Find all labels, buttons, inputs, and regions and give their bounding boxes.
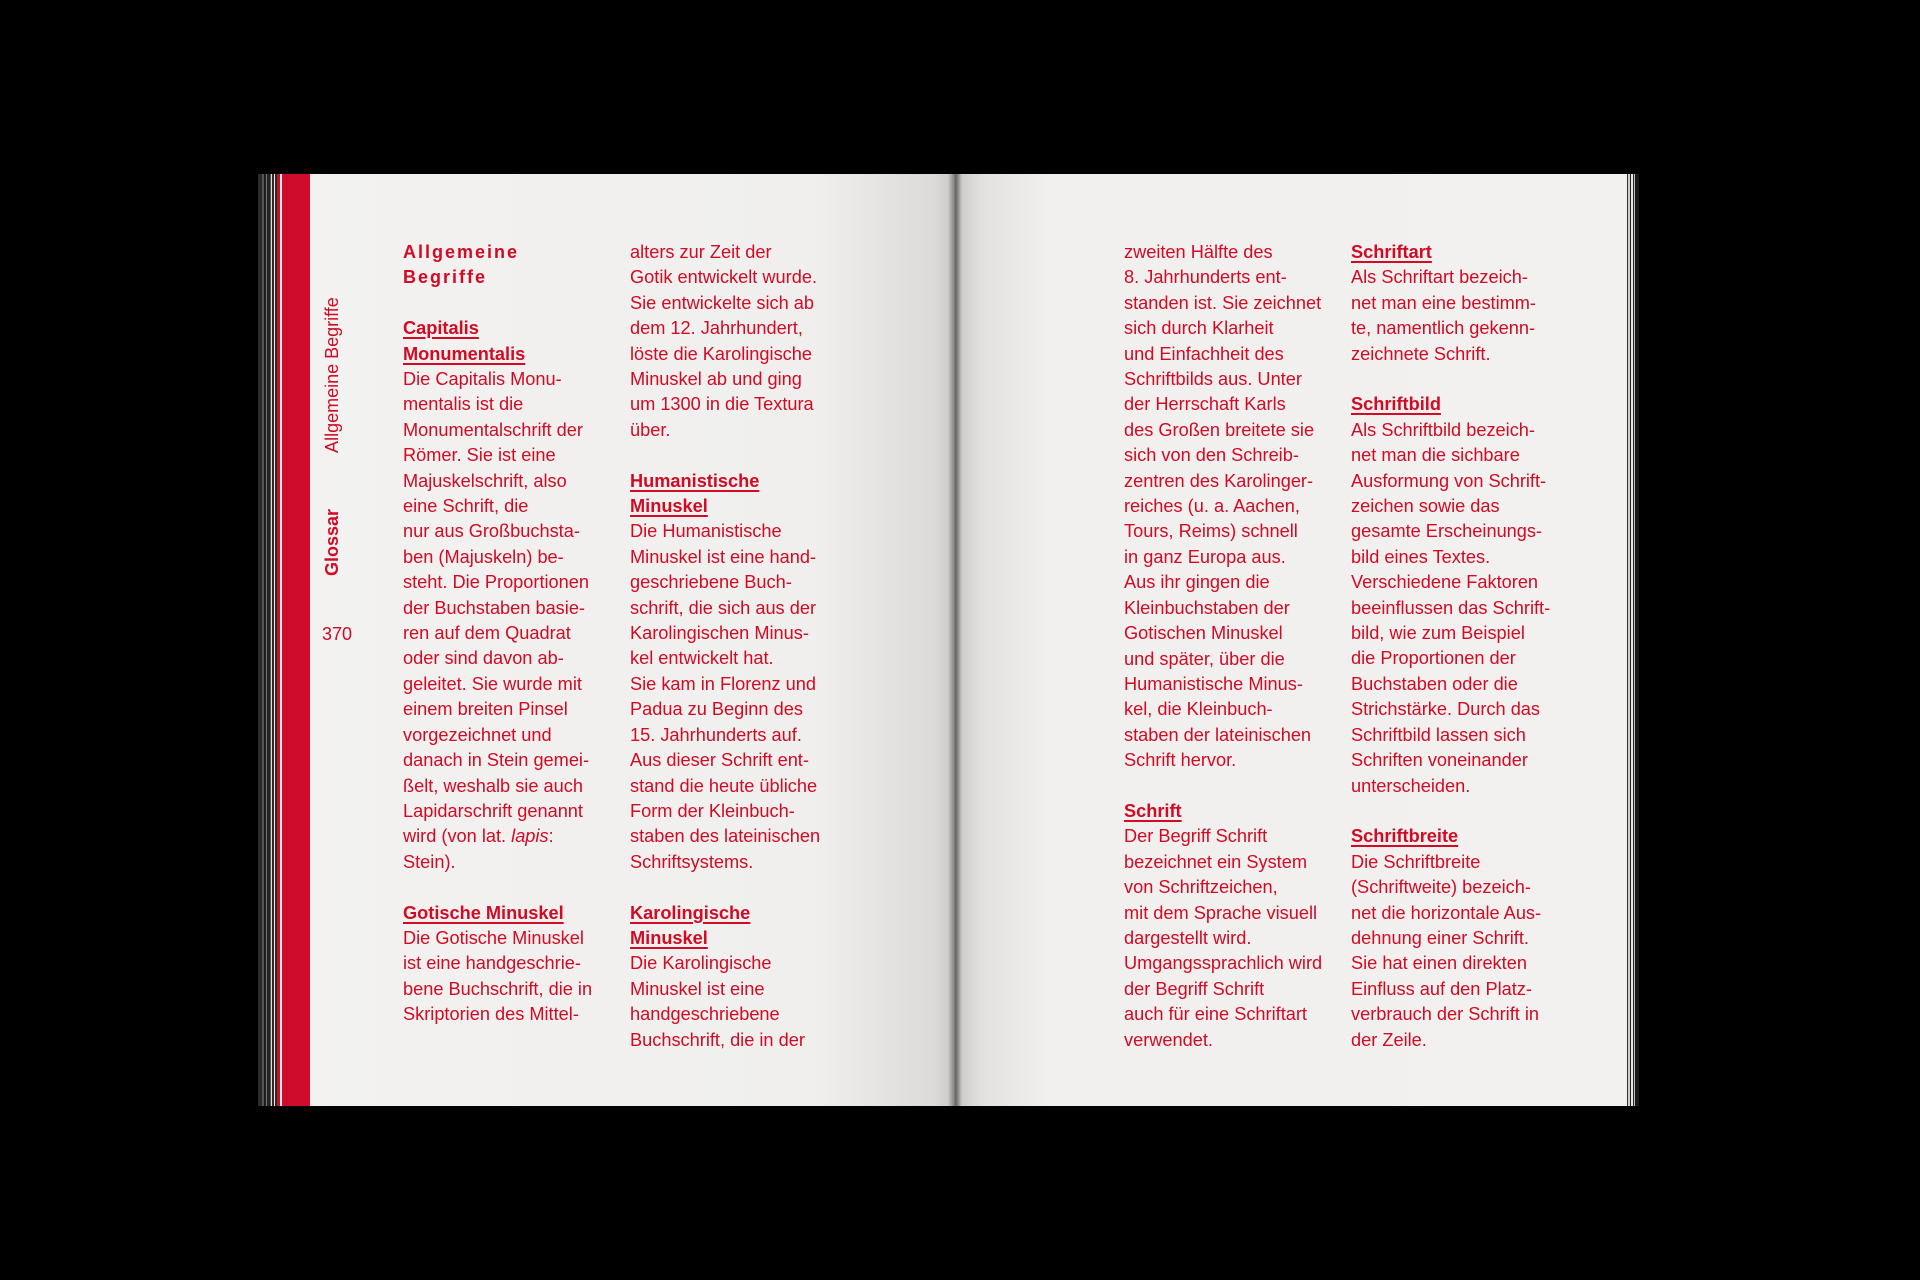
- entry-text-line: Stein).: [403, 851, 456, 872]
- entry-text-line: kel, die Kleinbuch-: [1124, 699, 1273, 720]
- entry-text-line: standen ist. Sie zeichnet: [1124, 292, 1322, 313]
- entry-text-line: Minuskel ist eine hand-: [630, 546, 817, 567]
- glossary-column-3: [1124, 240, 1354, 1053]
- entry-text-line: Sie hat einen direkten: [1351, 953, 1527, 974]
- entry-text-line: um 1300 in die Textura: [630, 394, 814, 415]
- glossary-term: Capitalis: [403, 318, 479, 339]
- entry-text-line: Lapidarschrift genannt: [403, 800, 583, 821]
- entry-text-line: Schriftsystems.: [630, 851, 754, 872]
- entry-text-line: Die Schriftbreite: [1351, 851, 1481, 872]
- entry-text-line: Monumentalschrift der: [403, 419, 583, 440]
- entry-text-line: dehnung einer Schrift.: [1351, 927, 1529, 948]
- entry-text-line: 8. Jahrhunderts ent-: [1124, 267, 1287, 288]
- entry-text-line: einem breiten Pinsel: [403, 699, 568, 720]
- entry-text-line: eine Schrift, die: [403, 496, 529, 517]
- entry-text-line: ren auf dem Quadrat: [403, 623, 571, 644]
- entry-text-line: nur aus Großbuchsta-: [403, 521, 580, 542]
- entry-text-line: dem 12. Jahrhundert,: [630, 318, 803, 339]
- glossary-column-2: [630, 240, 860, 1053]
- entry-text-line: Strichstärke. Durch das: [1351, 699, 1541, 720]
- entry-text-line: gesamte Erscheinungs-: [1351, 521, 1543, 542]
- entry-text-line: Gotischen Minuskel: [1124, 623, 1283, 644]
- entry-text-line: wird (von lat. lapis:: [403, 826, 554, 847]
- entry-text-line: bezeichnet ein System: [1124, 851, 1307, 872]
- entry-text-line: Schriftbild lassen sich: [1351, 724, 1526, 745]
- entry-text-line: ßelt, weshalb sie auch: [403, 775, 583, 796]
- entry-text-line: mit dem Sprache visuell: [1124, 902, 1318, 923]
- paragraph-gap: [630, 443, 860, 468]
- right-page-edges: [1625, 174, 1639, 1106]
- entry-text-line: net man eine bestimm-: [1351, 292, 1536, 313]
- entry-text-line: und später, über die: [1124, 648, 1285, 669]
- entry-text-line: Buchstaben oder die: [1351, 673, 1518, 694]
- entry-text-line: Skriptorien des Mittel-: [403, 1004, 579, 1025]
- running-head-section: Glossar: [322, 508, 342, 576]
- entry-text-line: verwendet.: [1124, 1029, 1213, 1050]
- entry-text-line: danach in Stein gemei-: [403, 750, 590, 771]
- entry-text-line: zeichnete Schrift.: [1351, 343, 1491, 364]
- entry-text-line: ist eine handgeschrie-: [403, 953, 581, 974]
- section-title: Begriffe: [403, 267, 488, 288]
- running-head: [320, 260, 360, 660]
- entry-text-line: Als Schriftbild bezeich-: [1351, 419, 1535, 440]
- entry-text-line: ben (Majuskeln) be-: [403, 546, 564, 567]
- entry-text-line: net man die sichbare: [1351, 445, 1520, 466]
- glossary-term: Schriftart: [1351, 242, 1432, 262]
- glossary-term: Schrift: [1124, 800, 1182, 821]
- entry-text-line: der Zeile.: [1351, 1029, 1427, 1050]
- entry-text-line: net die horizontale Aus-: [1351, 902, 1542, 923]
- entry-text-line: Ausformung von Schrift-: [1351, 470, 1547, 491]
- entry-text-line: von Schriftzeichen,: [1124, 877, 1278, 898]
- entry-text-line: handgeschriebene: [630, 1004, 780, 1025]
- entry-text-line: sich von den Schreib-: [1124, 445, 1299, 466]
- entry-text-line: staben des lateinischen: [630, 826, 821, 847]
- entry-text-line: löste die Karolingische: [630, 343, 812, 364]
- page-number: 370: [322, 624, 353, 644]
- paragraph-gap: [1124, 774, 1354, 799]
- entry-text-line: bild eines Textes.: [1351, 546, 1491, 567]
- entry-text-line: Minuskel ab und ging: [630, 369, 802, 390]
- glossary-term: Schriftbreite: [1351, 826, 1459, 847]
- entry-text-line: Kleinbuchstaben der: [1124, 597, 1290, 618]
- entry-text-line: Die Humanistische: [630, 521, 782, 542]
- entry-text-line: Karolingischen Minus-: [630, 623, 809, 644]
- entry-text-line: Einfluss auf den Platz-: [1351, 978, 1532, 999]
- entry-text-line: reiches (u. a. Aachen,: [1124, 496, 1300, 517]
- entry-text-line: Schrift hervor.: [1124, 750, 1237, 771]
- entry-text-line: in ganz Europa aus.: [1124, 546, 1286, 567]
- entry-text-line: kel entwickelt hat.: [630, 648, 774, 669]
- entry-text-line: Tours, Reims) schnell: [1124, 521, 1298, 542]
- entry-text-line: Form der Kleinbuch-: [630, 800, 795, 821]
- entry-text-line: staben der lateinischen: [1124, 724, 1312, 745]
- entry-text-line: Schriftbilds aus. Unter: [1124, 369, 1302, 390]
- entry-text-line: Römer. Sie ist eine: [403, 445, 556, 466]
- entry-text-line: steht. Die Proportionen: [403, 572, 590, 593]
- entry-text-line: Umgangssprachlich wird: [1124, 953, 1323, 974]
- entry-text-line: der Buchstaben basie-: [403, 597, 585, 618]
- glossary-term: Schriftbild: [1351, 394, 1441, 415]
- entry-text-line: der Herrschaft Karls: [1124, 394, 1286, 415]
- glossary-term: Humanistische: [630, 470, 760, 491]
- section-title: Allgemeine: [403, 242, 520, 262]
- entry-text-line: Die Karolingische: [630, 953, 772, 974]
- entry-text-line: auch für eine Schriftart: [1124, 1004, 1307, 1025]
- entry-text-line: Aus ihr gingen die: [1124, 572, 1270, 593]
- entry-text-line: Sie entwickelte sich ab: [630, 292, 814, 313]
- paragraph-gap: [403, 291, 633, 316]
- glossary-term: Karolingische: [630, 902, 751, 923]
- running-head-subsection: Allgemeine Begriffe: [322, 297, 342, 453]
- entry-text-line: Humanistische Minus-: [1124, 673, 1303, 694]
- italic-term: lapis: [511, 826, 549, 847]
- glossary-term: Minuskel: [630, 927, 708, 948]
- entry-text-line: Gotik entwickelt wurde.: [630, 267, 817, 288]
- entry-text-line: bild, wie zum Beispiel: [1351, 623, 1525, 644]
- entry-text-line: Padua zu Beginn des: [630, 699, 803, 720]
- entry-text-line: Buchschrift, die in der: [630, 1029, 805, 1050]
- entry-text-line: alters zur Zeit der: [630, 242, 772, 262]
- entry-text-line: dargestellt wird.: [1124, 927, 1252, 948]
- entry-text-line: und Einfachheit des: [1124, 343, 1284, 364]
- entry-text-line: über.: [630, 419, 671, 440]
- glossary-column-4: [1351, 240, 1581, 1053]
- entry-text-line: te, namentlich gekenn-: [1351, 318, 1536, 339]
- entry-text-line: Sie kam in Florenz und: [630, 673, 817, 694]
- entry-text-line: stand die heute übliche: [630, 775, 818, 796]
- paragraph-gap: [630, 875, 860, 900]
- paragraph-gap: [1351, 367, 1581, 392]
- glossary-column-1: [403, 240, 633, 1028]
- entry-text-line: Aus dieser Schrift ent-: [630, 750, 809, 771]
- entry-text-line: Als Schriftart bezeich-: [1351, 267, 1528, 288]
- entry-text-line: Der Begriff Schrift: [1124, 826, 1268, 847]
- entry-text-line: Die Gotische Minuskel: [403, 927, 584, 948]
- entry-text-line: der Begriff Schrift: [1124, 978, 1265, 999]
- entry-text-line: zweiten Hälfte des: [1124, 242, 1273, 262]
- entry-text-line: Verschiedene Faktoren: [1351, 572, 1539, 593]
- entry-text-line: zeichen sowie das: [1351, 496, 1500, 517]
- paragraph-gap: [403, 875, 633, 900]
- paragraph-gap: [1351, 799, 1581, 824]
- entry-text-line: die Proportionen der: [1351, 648, 1516, 669]
- entry-text-line: verbrauch der Schrift in: [1351, 1004, 1540, 1025]
- entry-text-line: oder sind davon ab-: [403, 648, 564, 669]
- entry-text-line: bene Buchschrift, die in: [403, 978, 593, 999]
- entry-text-line: Majuskelschrift, also: [403, 470, 567, 491]
- entry-text-line: mentalis ist die: [403, 394, 524, 415]
- entry-text-line: (Schriftweite) bezeich-: [1351, 877, 1531, 898]
- entry-text-line: Die Capitalis Monu-: [403, 369, 562, 390]
- entry-text-line: geschriebene Buch-: [630, 572, 792, 593]
- entry-text-line: des Großen breitete sie: [1124, 419, 1315, 440]
- entry-text-line: beeinflussen das Schrift-: [1351, 597, 1551, 618]
- entry-text-line: unterscheiden.: [1351, 775, 1471, 796]
- entry-text-line: vorgezeichnet und: [403, 724, 552, 745]
- entry-text-line: Minuskel ist eine: [630, 978, 765, 999]
- entry-text-line: Schriften voneinander: [1351, 750, 1528, 771]
- book-spine-shadow: [948, 174, 962, 1106]
- entry-text-line: 15. Jahrhunderts auf.: [630, 724, 802, 745]
- entry-text-line: sich durch Klarheit: [1124, 318, 1274, 339]
- glossary-term: Monumentalis: [403, 343, 526, 364]
- entry-text-line: schrift, die sich aus der: [630, 597, 816, 618]
- entry-text-line: zentren des Karolinger-: [1124, 470, 1314, 491]
- left-page-edges-with-red-tab: [258, 174, 310, 1106]
- glossary-term: Gotische Minuskel: [403, 902, 564, 923]
- glossary-term: Minuskel: [630, 496, 708, 517]
- entry-text-line: geleitet. Sie wurde mit: [403, 673, 582, 694]
